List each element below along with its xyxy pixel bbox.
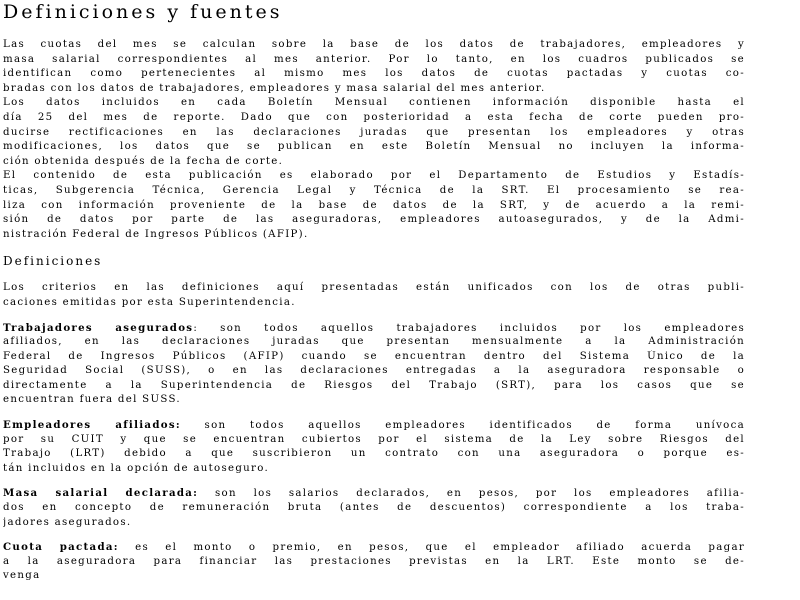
definition-text: son todos aquellos empleadores identificados de forma unívoca — [180, 420, 745, 432]
paragraph-line: modificaciones, los datos que se publican en este Boletín Mensual no incluyen la informa- — [3, 141, 745, 153]
paragraph-line: jadores asegurados. — [3, 516, 132, 528]
definition-empleadores — [3, 418, 745, 476]
paragraph-line: Los datos incluidos en cada Boletín Mensual contienen información disponible hasta el — [3, 97, 745, 109]
intro-section — [3, 38, 745, 242]
paragraph-line: venga — [3, 570, 41, 582]
definition-masa-salarial — [3, 486, 745, 530]
page-title: Definiciones y fuentes — [3, 1, 283, 23]
definition-first-line — [3, 486, 745, 501]
paragraph-line: Trabajo (LRT) debido a que suscribieron un contrato con una aseguradora o porque es- — [3, 448, 745, 460]
paragraph-line: tán incluidos en la opción de autoseguro. — [3, 462, 269, 474]
definition-term: Empleadores afiliados: — [3, 419, 181, 432]
paragraph-line: por su CUIT y que se encuentran cubiertos por el sistema de la Ley sobre Riesgos del — [3, 433, 745, 445]
definition-first-line — [3, 418, 745, 433]
paragraph-line: Federal de Ingresos Públicos (AFIP) cuando se encuentran dentro del Sistema Único de la — [3, 350, 745, 362]
paragraph-line: Seguridad Social (SUSS), o en las declaraciones entregadas a la aseguradora responsable o — [3, 365, 745, 377]
document-page — [3, 0, 745, 600]
paragraph-line: nistración Federal de Ingresos Públicos (AFIP). — [3, 228, 309, 240]
definitions-intro — [3, 281, 745, 310]
paragraph-line: liza con información proveniente de la base de datos de la SRT, y de acuerdo a la remi- — [3, 199, 745, 211]
definition-term: Masa salarial declarada: — [3, 487, 199, 500]
definition-cuota-pactada — [3, 540, 745, 584]
definition-text: son los salarios declarados, en pesos, por los empleadores afilia- — [198, 488, 745, 500]
definition-text: es el monto o premio, en pesos, que el empleador afiliado acuerda pagar — [118, 542, 745, 554]
intro-paragraph — [3, 169, 745, 242]
intro-paragraph — [3, 38, 745, 96]
paragraph-line: masa salarial correspondientes al mes anterior. Por lo tanto, en los cuadros publicados se — [3, 53, 745, 65]
paragraph-line: afiliados, en las declaraciones juradas que presentan mensualmente a la Administración — [3, 336, 745, 348]
paragraph-line: Las cuotas del mes se calculan sobre la base de los datos de trabajadores, empleadores y — [3, 39, 745, 50]
paragraph-line: identifican como pertenecientes al mismo mes los datos de cuotas pactadas y cuotas co- — [3, 68, 745, 80]
definition-text: : son todos aquellos trabajadores incluidos por los empleadores — [193, 322, 745, 334]
definition-trabajadores — [3, 321, 745, 409]
paragraph-line: El contenido de esta publicación es elaborado por el Departamento de Estudios y Estadís- — [3, 170, 745, 182]
intro-paragraph — [3, 96, 745, 169]
definition-first-line — [3, 540, 745, 555]
paragraph-line: a la aseguradora para financiar las prestaciones previstas en la LRT. Este monto se de- — [3, 555, 745, 567]
paragraph-line: Los criterios en las definiciones aquí presentadas están unificados con los de otras publi- — [3, 282, 745, 294]
definition-term: Cuota pactada: — [3, 541, 119, 554]
paragraph-line: sión de datos por parte de las aseguradoras, empleadores autoasegurados, y de la Admi- — [3, 214, 745, 226]
paragraph-line: dos en concepto de remuneración bruta (antes de descuentos) correspondiente a los traba- — [3, 502, 745, 514]
definitions-heading: Definiciones — [3, 254, 103, 269]
paragraph-line: bradas con los datos de trabajadores, empleadores y masa salarial del mes anterior. — [3, 82, 546, 94]
paragraph-line: ducirse rectificaciones en las declaraciones juradas que presentan los empleadores y otras — [3, 126, 745, 138]
paragraph-line: encuentran fuera del SUSS. — [3, 394, 181, 406]
paragraph-line: ción obtenida después de la fecha de corte. — [3, 155, 284, 167]
definition-first-line — [3, 321, 745, 336]
paragraph-line: ticas, Subgerencia Técnica, Gerencia Legal y Técnica de la SRT. El procesamiento se rea- — [3, 184, 745, 196]
paragraph-line: caciones emitidas por esta Superintendencia. — [3, 296, 296, 308]
paragraph-line: día 25 del mes de reporte. Dado que con posterioridad a esta fecha de corte pueden pro- — [3, 111, 745, 123]
paragraph-line: directamente a la Superintendencia de Riesgos del Trabajo (SRT), para los casos que se — [3, 379, 745, 391]
definition-term: Trabajadores asegurados — [3, 321, 194, 334]
